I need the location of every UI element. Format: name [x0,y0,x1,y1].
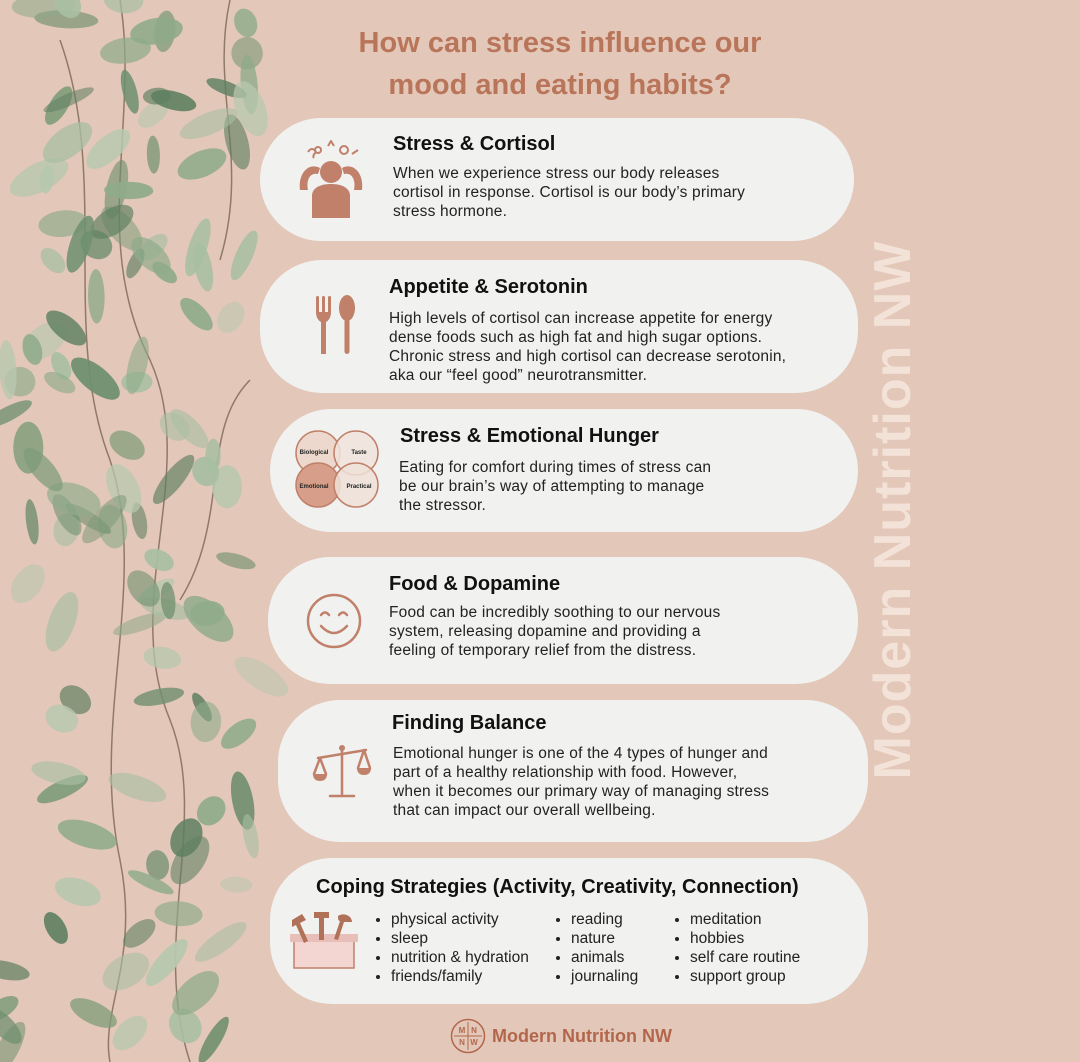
list-item: • animals [571,948,638,967]
text-line: Food can be incredibly soothing to our nervous [389,604,721,621]
text-line: feeling of temporary relief from the distress. [389,642,697,659]
leaf [96,945,156,998]
text-line: be our brain’s way of attempting to manage [399,478,705,495]
text-line: system, releasing dopamine and providing a [389,623,701,640]
venn-label-emotional: Emotional [299,484,329,490]
text-line: aka our “feel good” neurotransmitter. [389,367,648,384]
card-appetite-serotonin [260,260,858,393]
card-emotional-hunger [270,409,858,532]
text-line: Emotional hunger is one of the 4 types of hunger and [393,745,768,762]
coping-list-3 [672,910,800,986]
list-item: • support group [690,967,800,986]
logo-letter: N [459,1038,465,1047]
card-stress-cortisol [260,118,854,241]
card-text [389,603,720,660]
brand-footer [450,1018,672,1054]
fork-spoon-icon [312,292,360,356]
leaf [147,450,200,510]
card-text [399,458,711,515]
leaf [212,297,250,338]
list-item: • meditation [690,910,800,929]
list-item: • reading [571,910,638,929]
smiley-face-icon [304,591,364,651]
toolbox-icon [286,912,362,970]
leaf [36,243,70,278]
card-heading: Stress & Emotional Hunger [400,425,659,447]
leaf [230,5,261,40]
logo-letter: W [470,1038,478,1047]
list-item: • journaling [571,967,638,986]
logo-letter: M [458,1026,466,1035]
text-line: part of a healthy relationship with food. However, [393,764,738,781]
leaf [39,908,73,948]
text-line: Eating for comfort during times of stress can [399,459,712,476]
leaf [105,767,170,808]
stressed-person-icon [294,140,368,218]
list-item: • physical activity [391,910,529,929]
text-line: When we experience stress our body releases [393,165,720,182]
leaf [226,227,263,283]
title-line-1: How can stress influence our [358,27,762,59]
card-text [393,744,769,820]
balance-scale-icon [312,742,372,800]
card-text [389,309,786,385]
hunger-types-venn-icon [292,429,384,509]
leaf [173,142,231,186]
text-line: the stressor. [399,497,487,514]
text-line: dense foods such as high fat and high sugar options. [389,329,763,346]
leaf [23,498,40,545]
leaf [104,424,150,465]
title-line-2: mood and eating habits? [388,69,732,101]
venn-label-taste: Taste [351,450,367,456]
leaf [189,701,222,744]
card-food-dopamine [268,557,858,684]
text-line: Chronic stress and high cortisol can decrease serotonin, [389,348,787,365]
leaf [4,558,52,609]
leaf [216,713,261,755]
leaf [64,350,126,407]
side-brand-label: Modern Nutrition NW [864,240,922,780]
leaf [142,644,183,671]
list-item: • hobbies [690,929,800,948]
leaf [54,814,120,856]
logo-letter: N [471,1026,477,1035]
brand-logo-icon [450,1018,486,1054]
card-coping-strategies [270,858,868,1004]
leaf [103,0,145,15]
card-heading: Finding Balance [392,712,547,734]
list-item: • nature [571,929,638,948]
text-line: stress hormone. [393,203,508,220]
text-line: that can impact our overall wellbeing. [393,802,656,819]
page-title [300,22,820,106]
list-item: • sleep [391,929,529,948]
card-heading: Stress & Cortisol [393,133,556,155]
card-heading: Coping Strategies (Activity, Creativity, Connection) [316,876,799,898]
leaf [117,68,142,115]
text-line: when it becomes our primary way of managing stress [393,783,770,800]
brand-name: Modern Nutrition NW [492,1025,672,1046]
leaf [154,900,204,928]
venn-label-biological: Biological [299,450,329,456]
leaf [0,957,31,984]
card-text [393,164,745,221]
leaf [146,135,160,173]
leaf [190,916,252,968]
text-line: cortisol in response. Cortisol is our body’s primary [393,184,746,201]
text-line: High levels of cortisol can increase appetite for energy [389,310,773,327]
card-finding-balance [278,700,868,842]
leaf [220,876,253,893]
coping-list-2 [553,910,638,986]
list-item: • nutrition & hydration [391,948,529,967]
leaf [88,269,106,324]
list-item: • friends/family [391,967,529,986]
leaf [66,992,121,1034]
leaf [39,588,85,656]
card-heading: Appetite & Serotonin [389,276,588,298]
leaf [215,549,258,573]
venn-label-practical: Practical [346,484,372,490]
leaf [175,293,218,336]
card-heading: Food & Dopamine [389,573,561,595]
coping-list-1 [373,910,529,986]
list-item: • self care routine [690,948,800,967]
leaf [51,872,104,911]
